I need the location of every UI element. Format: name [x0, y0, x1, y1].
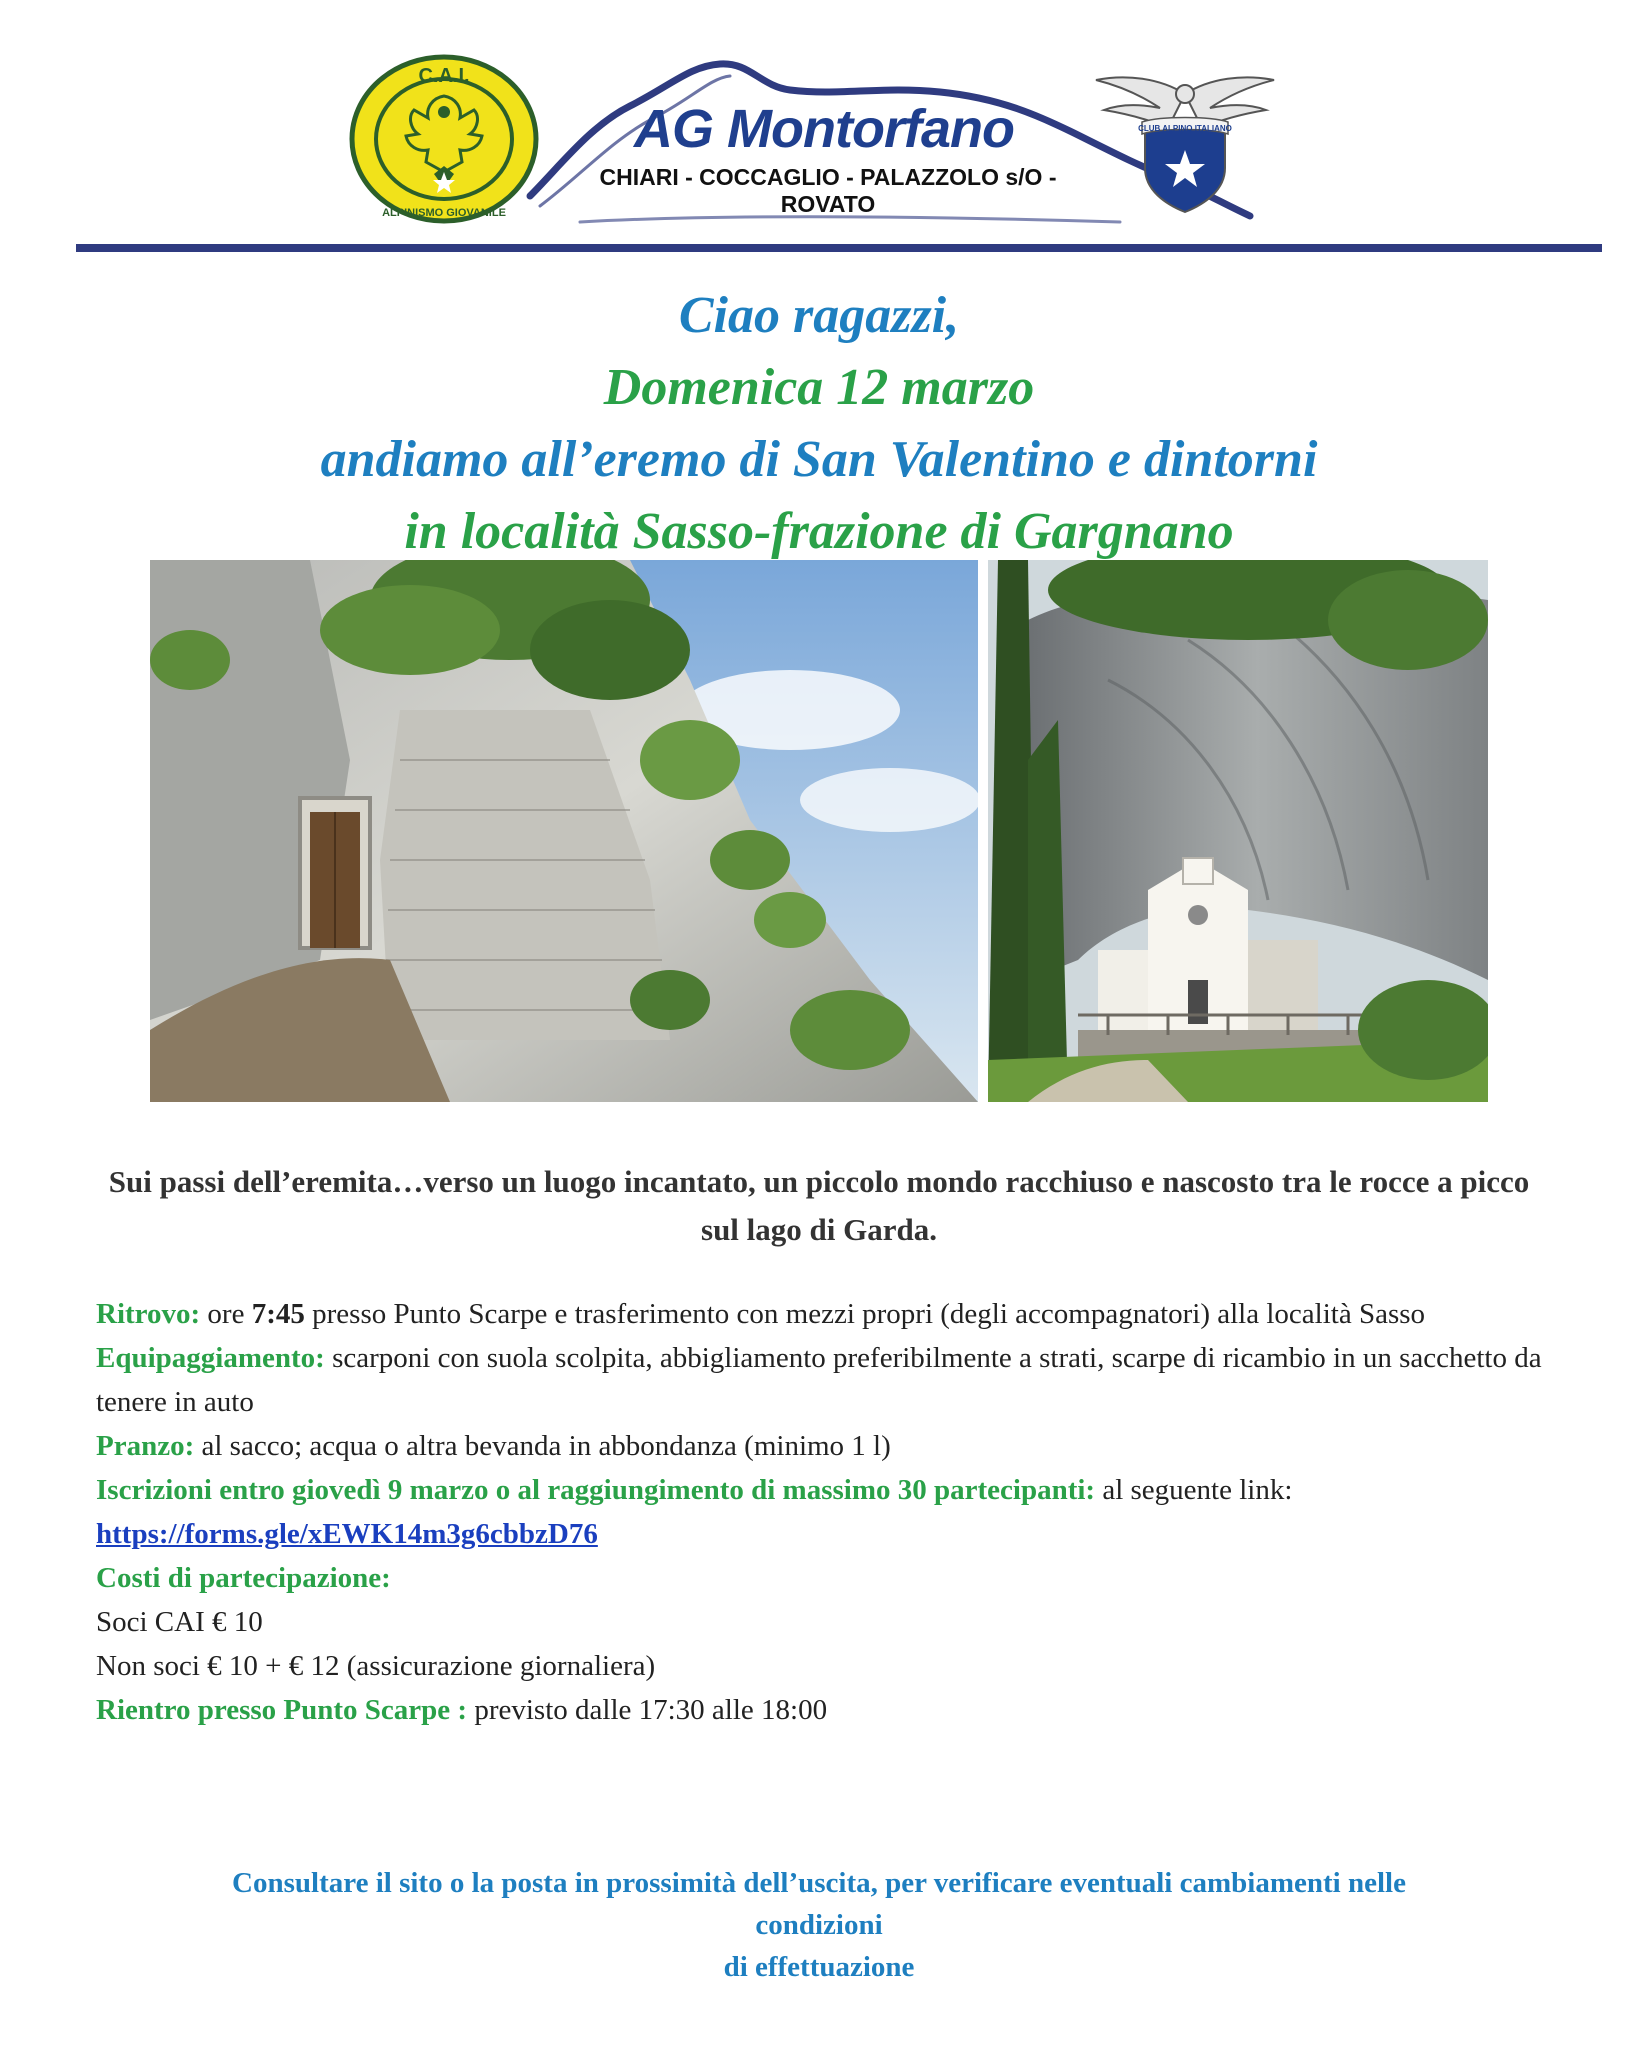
event-details — [96, 1292, 1548, 1732]
iscrizioni-label: Iscrizioni entro giovedì 9 marzo o al raggiungimento di massimo 30 partecipanti: — [96, 1474, 1096, 1506]
footer-line-3: di effettuazione — [723, 1951, 915, 1983]
link-row — [96, 1512, 1548, 1556]
photo-hermitage-church — [988, 560, 1488, 1102]
pranzo-row — [96, 1424, 1548, 1468]
title-date: Domenica 12 marzo — [603, 359, 1035, 416]
ritrovo-row — [96, 1292, 1548, 1336]
rientro-text: previsto dalle 17:30 alle 18:00 — [467, 1694, 828, 1726]
equipaggiamento-row — [96, 1336, 1548, 1424]
logo-right-band-text: CLUB ALPINO ITALIANO — [1138, 124, 1232, 133]
pranzo-text: al sacco; acqua o altra bevanda in abbondanza (minimo 1 l) — [194, 1430, 891, 1462]
org-towns: CHIARI - COCCAGLIO - PALAZZOLO s/O - ROVATO — [599, 164, 1057, 217]
equipaggiamento-label: Equipaggiamento: — [96, 1342, 325, 1374]
pranzo-label: Pranzo: — [96, 1430, 195, 1462]
footer-line-2: condizioni — [755, 1909, 883, 1941]
cai-alpinismo-giovanile-logo — [348, 54, 540, 224]
ritrovo-text: presso Punto Scarpe e trasferimento con mezzi propri (degli accompagnatori) alla località Sasso — [304, 1298, 1426, 1330]
costi-soci: Soci CAI € 10 — [96, 1606, 263, 1638]
photo-hermit-door — [150, 560, 978, 1102]
costi-row — [96, 1556, 1548, 1600]
rientro-row — [96, 1688, 1548, 1732]
rientro-label: Rientro presso Punto Scarpe : — [96, 1694, 468, 1726]
footer-line-1: Consultare il sito o la posta in prossimità dell’uscita, per verificare eventuali cambiamenti nelle — [232, 1867, 1406, 1899]
ritrovo-label: Ritrovo: — [96, 1298, 201, 1330]
title-greeting: Ciao ragazzi, — [678, 287, 960, 344]
letterhead — [0, 0, 1638, 260]
costi-non-soci: Non soci € 10 + € 12 (assicurazione giornaliera) — [96, 1650, 656, 1682]
intro-text: Sui passi dell’eremita…verso un luogo incantato, un piccolo mondo racchiuso e nascosto tra le rocce a picco sul lago di Garda. — [108, 1164, 1530, 1247]
header-rule — [76, 244, 1602, 252]
equipaggiamento-text: scarponi con suola scolpita, abbigliamento preferibilmente a strati, scarpe di ricambio in un sacchetto da tenere in auto — [96, 1342, 1542, 1418]
org-name: AG Montorfano — [634, 99, 1014, 159]
registration-link[interactable]: https://forms.gle/xEWK14m3g6cbbzD76 — [96, 1518, 598, 1550]
title-location: in località Sasso-frazione di Gargnano — [404, 503, 1234, 560]
iscrizioni-text: al seguente link: — [1095, 1474, 1293, 1506]
logo-left-top-text: C.A.I. — [418, 65, 470, 87]
title-destination: andiamo all’eremo di San Valentino e dintorni — [320, 431, 1318, 488]
footer-note — [96, 1862, 1542, 1988]
ritrovo-pre: ore — [200, 1298, 252, 1330]
club-alpino-italiano-logo — [1090, 64, 1280, 214]
iscrizioni-row — [96, 1468, 1548, 1512]
ritrovo-time: 7:45 — [251, 1298, 305, 1330]
logo-left-ring-text: ALPINISMO GIOVANILE — [382, 207, 506, 219]
costi-label: Costi di partecipazione: — [96, 1562, 391, 1594]
